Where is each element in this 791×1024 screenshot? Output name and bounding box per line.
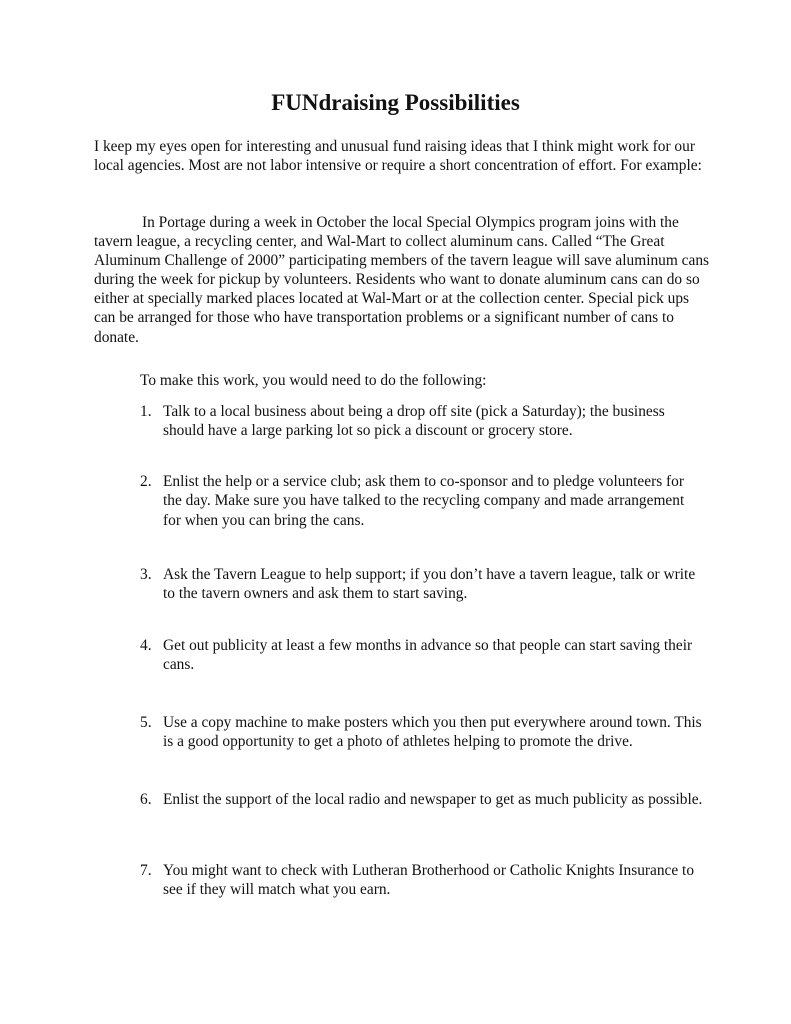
step-number: 7. bbox=[140, 862, 152, 879]
step-text: Talk to a local business about being a drop off site (pick a Saturday); the business should have a large parking lot so pick a discount or grocery store. bbox=[163, 403, 665, 440]
step-item-1 bbox=[140, 402, 720, 441]
step-text: You might want to check with Lutheran Brotherhood or Catholic Knights Insurance to see if they will match what you earn. bbox=[163, 862, 695, 899]
step-item-6 bbox=[140, 790, 720, 809]
step-item-2 bbox=[140, 472, 720, 530]
step-text: Enlist the support of the local radio and newspaper to get as much publicity as possible. bbox=[163, 791, 703, 808]
step-text: Use a copy machine to make posters which you then put everywhere around town. This is a good opportunity to get a photo of athletes helping to promote the drive. bbox=[163, 714, 702, 751]
step-text: Get out publicity at least a few months in advance so that people can start saving their cans. bbox=[163, 637, 693, 674]
step-item-4 bbox=[140, 636, 720, 675]
step-number: 6. bbox=[140, 791, 152, 808]
step-number: 2. bbox=[140, 473, 152, 490]
step-item-7 bbox=[140, 861, 720, 900]
step-text: Ask the Tavern League to help support; if you don’t have a tavern league, talk or write to the tavern owners and ask them to start saving. bbox=[163, 566, 696, 603]
document-title: FUNdraising Possibilities bbox=[271, 90, 520, 115]
step-number: 1. bbox=[140, 403, 152, 420]
example-paragraph: In Portage during a week in October the local Special Olympics program joins with the tavern league, a recycling center, and Wal-Mart to collect aluminum cans. Called “The Great Aluminum Challenge of 2000” participating members of the tavern league will save aluminum cans during the week for pickup by volunteers. Residents who want to donate aluminum cans can do so either at specially marked places located at Wal-Mart or at the collection center. Special pick ups can be arranged for those who have transportation problems or a significant number of cans to donate. bbox=[94, 214, 710, 346]
step-number: 4. bbox=[140, 637, 152, 654]
step-item-3 bbox=[140, 565, 720, 604]
step-item-5 bbox=[140, 713, 720, 752]
steps-lead: To make this work, you would need to do the following: bbox=[140, 372, 487, 389]
step-number: 5. bbox=[140, 714, 152, 731]
step-text: Enlist the help or a service club; ask them to co-sponsor and to pledge volunteers for the day. Make sure you have talked to the recycling company and made arrangement for when you can bring the cans. bbox=[163, 473, 685, 529]
intro-paragraph: I keep my eyes open for interesting and unusual fund raising ideas that I think might work for our local agencies. Most are not labor intensive or require a short concentration of effort. For example: bbox=[94, 138, 702, 175]
step-number: 3. bbox=[140, 566, 152, 583]
